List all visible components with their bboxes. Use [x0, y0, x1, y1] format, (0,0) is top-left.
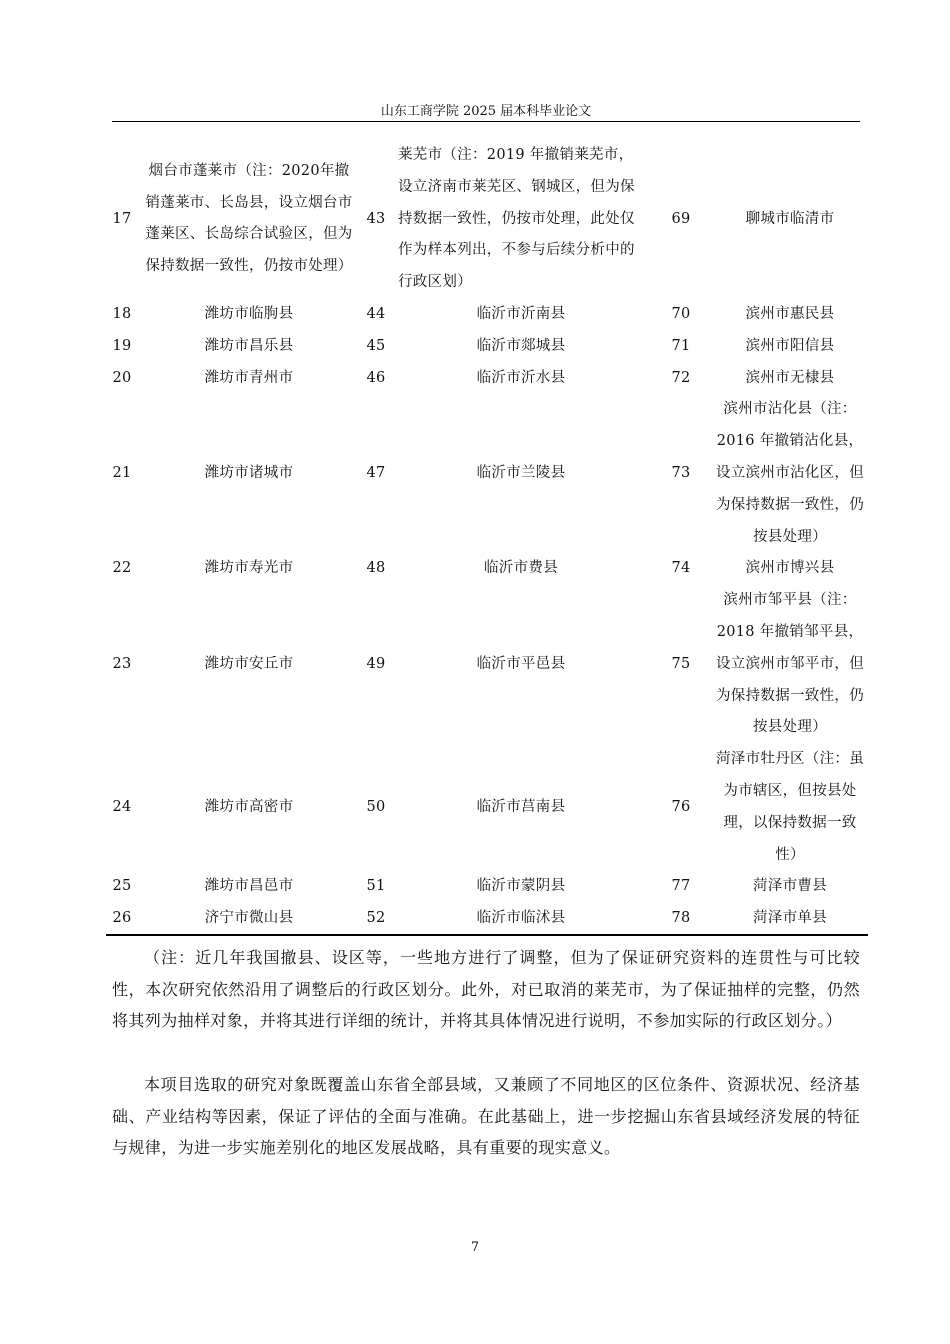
page-header: 山东工商学院 2025 届本科毕业论文: [380, 104, 592, 119]
county-name: 临沂市郯城县: [476, 337, 566, 354]
county-name: 临沂市沂水县: [476, 369, 566, 386]
row-number: 19: [112, 337, 132, 354]
row-number: 48: [366, 560, 386, 577]
row-number: 50: [366, 798, 386, 815]
table-row: [106, 363, 868, 395]
row-number: 25: [112, 878, 132, 895]
row-number: 45: [366, 337, 386, 354]
county-name: 潍坊市安丘市: [204, 655, 294, 672]
county-name: 潍坊市昌乐县: [204, 337, 294, 354]
row-number: 76: [671, 798, 691, 815]
county-name: 滨州市沾化县（注：2016 年撤销沾化县，设立滨州市沾化区，但为保持数据一致性，仍按县处理）: [716, 401, 864, 545]
row-number: 75: [671, 655, 691, 672]
county-name: 潍坊市青州市: [204, 369, 294, 386]
table-row: [106, 394, 868, 553]
row-number: 49: [366, 655, 386, 672]
row-number: 23: [112, 655, 132, 672]
county-name: 临沂市费县: [484, 560, 558, 577]
county-table-grid: [106, 140, 868, 935]
county-table: [106, 140, 868, 935]
county-name: 滨州市阳信县: [745, 337, 835, 354]
table-row: [106, 585, 868, 744]
table-row: [106, 871, 868, 903]
row-number: 73: [671, 464, 691, 481]
table-row: [106, 744, 868, 871]
row-number: 74: [671, 560, 691, 577]
county-name: 菏泽市牡丹区（注：虽为市辖区，但按县处理，以保持数据一致性）: [716, 751, 864, 863]
row-number: 18: [112, 305, 132, 322]
county-name: 菏泽市曹县: [753, 878, 827, 895]
county-name: 临沂市临沭县: [476, 910, 566, 927]
county-name: 聊城市临清市: [745, 210, 835, 227]
county-name: 临沂市平邑县: [476, 655, 566, 672]
county-name: 济宁市微山县: [204, 910, 294, 927]
page-number: 7: [470, 1240, 480, 1255]
county-name: 烟台市蓬莱市（注：2020年撤销蓬莱市、长岛县，设立烟台市蓬莱区、长岛综合试验区，但为保持数据一致性，仍按市处理）: [145, 162, 353, 275]
row-number: 78: [671, 910, 691, 927]
row-number: 77: [671, 878, 691, 895]
row-number: 26: [112, 910, 132, 927]
county-name: 滨州市惠民县: [745, 305, 835, 322]
row-number: 72: [671, 369, 691, 386]
table-row: [106, 903, 868, 935]
table-row: [106, 331, 868, 363]
county-name: 滨州市无棣县: [745, 369, 835, 386]
row-number: 71: [671, 337, 691, 354]
county-name: 临沂市沂南县: [476, 305, 566, 322]
county-table-body: [106, 140, 868, 935]
row-number: 43: [366, 210, 386, 227]
table-row: [106, 553, 868, 585]
row-number: 21: [112, 464, 132, 481]
county-name: 潍坊市寿光市: [204, 560, 294, 577]
row-number: 69: [671, 210, 691, 227]
row-number: 20: [112, 369, 132, 386]
county-name: 潍坊市诸城市: [204, 464, 294, 481]
row-number: 44: [366, 305, 386, 322]
row-number: 70: [671, 305, 691, 322]
county-name: 滨州市博兴县: [745, 560, 835, 577]
county-name: 菏泽市单县: [753, 910, 827, 927]
row-number: 22: [112, 560, 132, 577]
row-number: 51: [366, 878, 386, 895]
county-name: 潍坊市昌邑市: [204, 878, 294, 895]
row-number: 24: [112, 798, 132, 815]
row-number: 47: [366, 464, 386, 481]
header-rule: [112, 121, 860, 122]
row-number: 46: [366, 369, 386, 386]
county-name: 潍坊市临朐县: [204, 305, 294, 322]
table-bottom-rule: [106, 934, 868, 936]
county-name: 临沂市兰陵县: [476, 464, 566, 481]
county-name: 莱芜市（注：2019 年撤销莱芜市，设立济南市莱芜区、钢城区，但为保持数据一致性，仍按市处理，此处仅作为样本列出，不参与后续分析中的行政区划）: [398, 147, 635, 291]
row-number: 52: [366, 910, 386, 927]
row-number: 17: [112, 210, 132, 227]
county-name: 临沂市蒙阴县: [476, 878, 566, 895]
county-name: 潍坊市高密市: [204, 798, 294, 815]
table-row: [106, 299, 868, 331]
table-note-paragraph: （注：近几年我国撤县、设区等，一些地方进行了调整，但为了保证研究资料的连贯性与可比较性，本次研究依然沿用了调整后的行政区划分。此外，对已取消的莱芜市，为了保证抽样的完整，仍然将其列为抽样对象，并将其进行详细的统计，并将其具体情况进行说明，不参加实际的行政区划分。）: [112, 948, 860, 1030]
county-name: 滨州市邹平县（注：2018 年撤销邹平县，设立滨州市邹平市，但为保持数据一致性，仍按县处理）: [716, 592, 864, 736]
county-name: 临沂市莒南县: [476, 798, 566, 815]
table-row: [106, 140, 868, 299]
body-paragraph: 本项目选取的研究对象既覆盖山东省全部县域，又兼顾了不同地区的区位条件、资源状况、经济基础、产业结构等因素，保证了评估的全面与准确。在此基础上，进一步挖掘山东省县域经济发展的特征与规律，为进一步实施差别化的地区发展战略，具有重要的现实意义。: [112, 1075, 860, 1157]
